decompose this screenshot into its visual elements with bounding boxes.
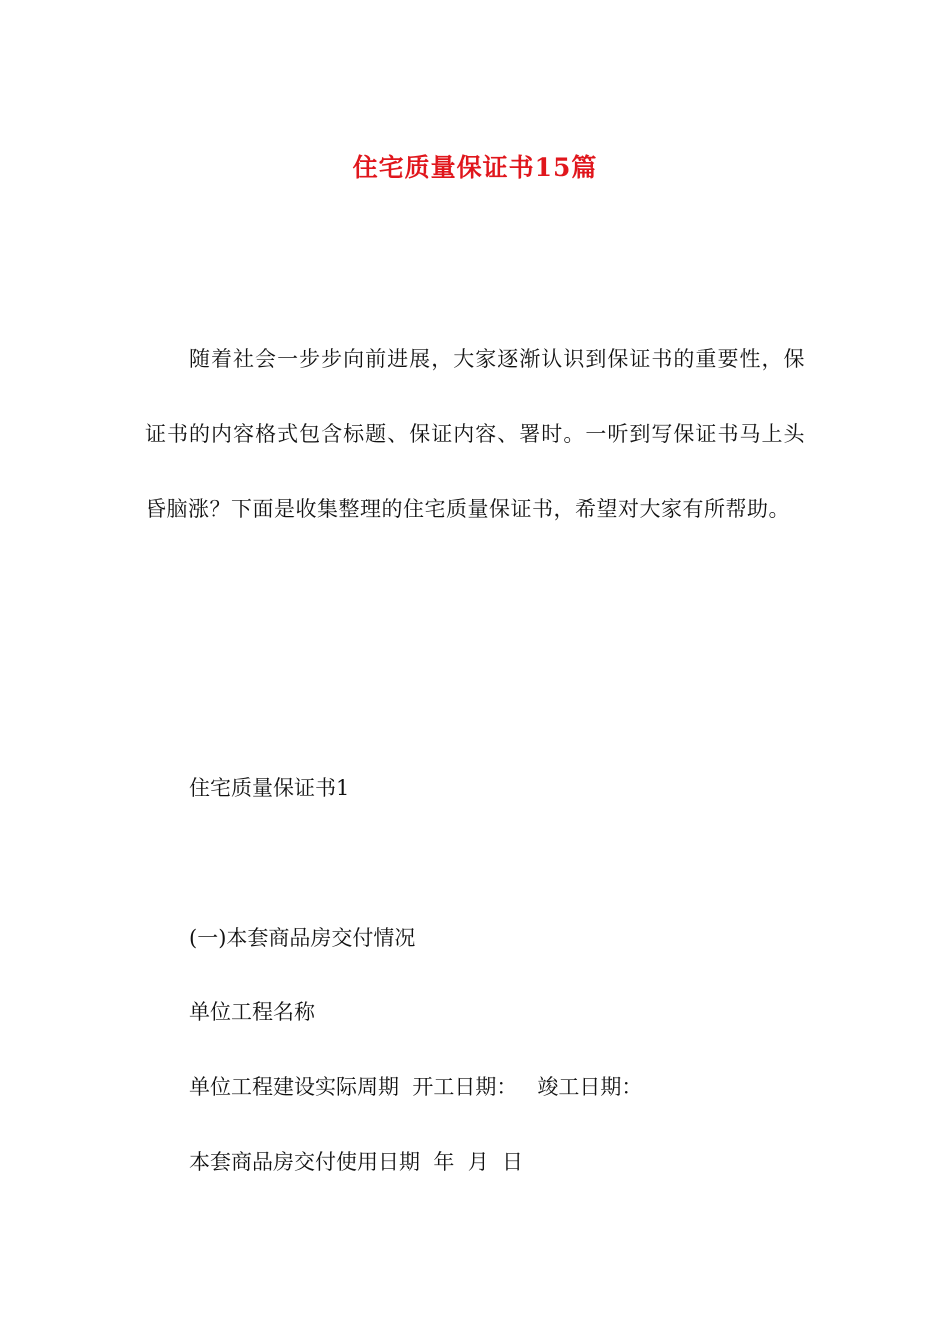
document-title: 住宅质量保证书15篇	[352, 152, 598, 182]
field-project-name: 单位工程名称	[189, 1000, 315, 1024]
intro-paragraph: 随着社会一步步向前进展，大家逐渐认识到保证书的重要性，保证书的内容格式包含标题、保证内容、署时。一听到写保证书马上头昏脑涨？下面是收集整理的住宅质量保证书，希望对大家有所帮助。	[145, 347, 805, 521]
field-build-period: 单位工程建设实际周期 开工日期： 竣工日期：	[189, 1075, 643, 1099]
field-delivery-date: 本套商品房交付使用日期 年 月 日	[189, 1150, 524, 1174]
subsection-heading: (一)本套商品房交付情况	[189, 926, 416, 950]
section-heading: 住宅质量保证书1	[189, 776, 350, 800]
